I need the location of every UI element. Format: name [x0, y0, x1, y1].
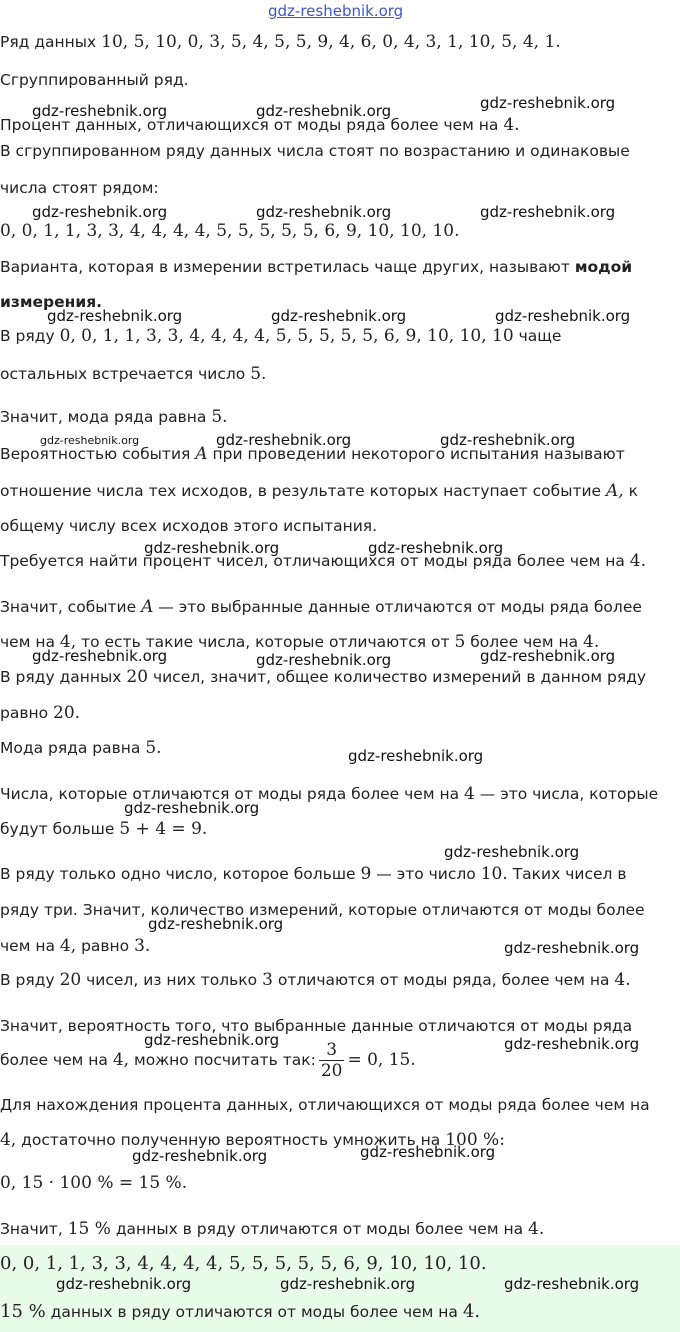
grouped-series-heading: Сгруппированный ряд. — [0, 71, 189, 89]
watermark: gdz-reshebnik.org — [144, 1031, 280, 1049]
task-line: Процент данных, отличающихся от моды ряда более чем на 4. — [0, 115, 520, 135]
conclusion-line: Значит, 15 % данных в ряду отличаются от моды более чем на 4. — [0, 1219, 545, 1239]
watermark: gdz-reshebnik.org — [56, 1275, 192, 1293]
watermark: gdz-reshebnik.org — [504, 1035, 640, 1053]
watermark: gdz-reshebnik.org — [444, 843, 580, 861]
watermark: gdz-reshebnik.org — [32, 203, 168, 221]
text-line: числа стоят рядом: — [0, 179, 159, 197]
watermark: gdz-reshebnik.org — [348, 747, 484, 765]
text-line: 4, достаточно полученную вероятность умножить на 100 %: — [0, 1130, 505, 1150]
watermark: gdz-reshebnik.org — [504, 1275, 640, 1293]
mode-definition: Варианта, которая в измерении встретилась чаще других, называют модой — [0, 258, 633, 276]
watermark: gdz-reshebnik.org — [480, 203, 616, 221]
text-line: будут больше 5 + 4 = 9. — [0, 819, 208, 839]
text-line: В ряду данных 20 чисел, значит, общее количество измерений в данном ряду — [0, 667, 647, 687]
mode-series-line: В ряду 0, 0, 1, 1, 3, 3, 4, 4, 4, 4, 5, 5, 5, 5, 5, 6, 9, 10, 10, 10 чаще — [0, 326, 562, 346]
data-series-line: Ряд данных 10, 5, 10, 0, 3, 5, 4, 5, 5, 9, 4, 6, 0, 4, 3, 1, 10, 5, 4, 1. — [0, 32, 561, 52]
site-header-watermark: gdz-reshebnik.org — [268, 2, 404, 20]
text-line: Значит, событие A — это выбранные данные отличаются от моды ряда более — [0, 597, 642, 617]
answer-series: 0, 0, 1, 1, 3, 3, 4, 4, 4, 4, 5, 5, 5, 5, 5, 6, 9, 10, 10, 10. — [0, 1253, 487, 1274]
watermark: gdz-reshebnik.org — [144, 539, 280, 557]
watermark: gdz-reshebnik.org — [256, 203, 392, 221]
watermark: gdz-reshebnik.org — [47, 307, 183, 325]
watermark: gdz-reshebnik.org — [32, 647, 168, 665]
text-line: Значит, вероятность того, что выбранные данные отличаются от моды ряда — [0, 1017, 633, 1035]
watermark: gdz-reshebnik.org — [40, 434, 140, 447]
text-line: Для нахождения процента данных, отличающихся от моды ряда более чем на — [0, 1096, 650, 1114]
text-line: ряду три. Значит, количество измерений, которые отличаются от моды более — [0, 901, 645, 919]
text-line: отношение числа тех исходов, в результате которых наступает событие A, к — [0, 481, 639, 501]
fraction: $\frac{3}{20}$ — [320, 1040, 343, 1081]
watermark: gdz-reshebnik.org — [124, 799, 260, 817]
watermark: gdz-reshebnik.org — [480, 94, 616, 112]
percent-calc: 0, 15 · 100 % = 15 %. — [0, 1173, 188, 1193]
watermark: gdz-reshebnik.org — [504, 939, 640, 957]
watermark: gdz-reshebnik.org — [360, 1143, 496, 1161]
watermark: gdz-reshebnik.org — [256, 102, 392, 120]
text-line: В ряду 20 чисел, из них только 3 отличаются от моды ряда, более чем на 4. — [0, 970, 631, 990]
text-line: В ряду только одно число, которое больше 9 — это число 10. Таких чисел в — [0, 864, 627, 884]
mode-definition-cont: измерения. — [0, 293, 103, 311]
watermark: gdz-reshebnik.org — [440, 431, 576, 449]
sorted-series: 0, 0, 1, 1, 3, 3, 4, 4, 4, 4, 5, 5, 5, 5, 5, 6, 9, 10, 10, 10. — [0, 221, 460, 241]
probability-calc-line: более чем на 4, можно посчитать так: $\frac{3}{20}$ = 0, 15. — [0, 1040, 416, 1081]
text-line: Числа, которые отличаются от моды ряда более чем на 4 — это числа, которые — [0, 784, 659, 804]
text-line: Мода ряда равна 5. — [0, 738, 162, 758]
watermark: gdz-reshebnik.org — [132, 1147, 268, 1165]
watermark: gdz-reshebnik.org — [480, 647, 616, 665]
watermark: gdz-reshebnik.org — [368, 539, 504, 557]
mode-value-line: Значит, мода ряда равна 5. — [0, 407, 228, 427]
watermark: gdz-reshebnik.org — [216, 431, 352, 449]
text-line: остальных встречается число 5. — [0, 364, 267, 384]
watermark: gdz-reshebnik.org — [271, 307, 407, 325]
text-line: Требуется найти процент чисел, отличающихся от моды ряда более чем на 4. — [0, 551, 647, 571]
text-line: чем на 4, то есть такие числа, которые отличаются от 5 более чем на 4. — [0, 632, 600, 652]
watermark: gdz-reshebnik.org — [32, 102, 168, 120]
answer-result: 15 % данных в ряду отличаются от моды более чем на 4. — [0, 1301, 481, 1322]
text-line: чем на 4, равно 3. — [0, 936, 151, 956]
watermark: gdz-reshebnik.org — [148, 915, 284, 933]
watermark: gdz-reshebnik.org — [280, 1275, 416, 1293]
probability-definition: Вероятностью события A при проведении некоторого испытания называют — [0, 444, 625, 464]
text-line: равно 20. — [0, 703, 81, 723]
text-line: В сгруппированном ряду данных числа стоят по возрастанию и одинаковые — [0, 142, 630, 160]
watermark: gdz-reshebnik.org — [495, 307, 631, 325]
watermark: gdz-reshebnik.org — [256, 651, 392, 669]
text-line: общему числу всех исходов этого испытания. — [0, 517, 378, 535]
